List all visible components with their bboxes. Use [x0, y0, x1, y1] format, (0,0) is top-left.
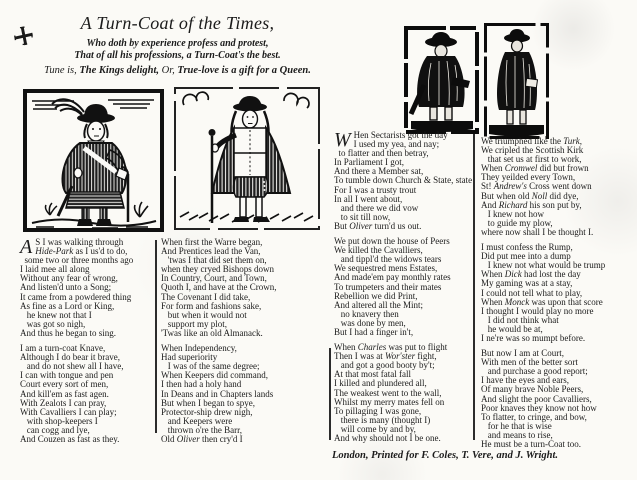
- verse-line: But when old Noll did dye,: [481, 190, 579, 201]
- verse-line: For I was a trusty trout: [334, 184, 417, 195]
- verse-line: 'Twas like an old Almanack.: [161, 327, 263, 338]
- verse-line: some two or three months ago: [20, 255, 134, 266]
- stanza: [481, 349, 636, 449]
- verse-line: When Independency,: [161, 343, 237, 354]
- verse-line: and do not shew all I have,: [20, 361, 124, 372]
- verse-line: Without any fear of wrong,: [20, 273, 118, 284]
- verse-line: When first the Warre began,: [161, 237, 263, 247]
- verse-line: was done by men,: [334, 317, 406, 328]
- verse-line: And kill'em as fast agen.: [20, 388, 109, 399]
- verse-line: In Country, Court, and Town,: [161, 273, 267, 284]
- verse-line: And why should not I be one.: [334, 433, 441, 443]
- stanza: [20, 238, 154, 338]
- verse-line: To pillaging I was gone,: [334, 405, 422, 416]
- verse-line: and there we did vow: [334, 202, 419, 213]
- verse-line: St! Andrew's Cross went down: [481, 181, 592, 192]
- verse-line: With Cavalliers I can play;: [20, 406, 117, 417]
- verse-line: We killed the Cavalliers,: [334, 245, 423, 256]
- verse-line: Poor knaves they know not how: [481, 402, 597, 413]
- verse-column-1: [20, 238, 154, 450]
- verse-line: I knew not what would be trump: [481, 260, 606, 271]
- verse-line: for he that is wise: [481, 420, 552, 431]
- verse-line: And listen'd unto a Song;: [20, 282, 112, 293]
- verse-line: When Charles was put to flight: [334, 342, 448, 353]
- verse-line: And there a Member sat,: [334, 166, 424, 177]
- verse-line: But I had a finger in't,: [334, 326, 414, 337]
- verse-line: They yeilded every Town,: [481, 172, 576, 183]
- verse-line: We sequestred mens Estates,: [334, 263, 438, 274]
- verse-line: We cripled the Scottish Kirk: [481, 145, 584, 156]
- verse-line: I was of the same degree;: [161, 361, 260, 372]
- verse-line: I can with tongue and pen: [20, 370, 114, 381]
- verse-line: Old Oliver then cry'd I: [161, 433, 243, 444]
- verse-line: and tippl'd the widows tears: [334, 254, 442, 265]
- verse-line: and Keepers were: [161, 415, 233, 426]
- verse-line: I knew not how: [481, 208, 544, 219]
- drop-cap: A: [20, 236, 33, 258]
- verse-line: Then I was at Wor'ster fight,: [334, 351, 437, 362]
- verse-line: Hide-Park as I us'd to do,: [35, 246, 128, 257]
- verse-line: I did not think what: [481, 314, 559, 325]
- verse-line: to flatter and then betray,: [334, 148, 429, 159]
- subtitle-line-1: Who doth by experience profess and protest,: [86, 38, 269, 49]
- verse-line: Of many brave Noble Peers,: [481, 384, 584, 395]
- verse-line: In all I went about,: [334, 193, 403, 204]
- verse-line: Hen Sectarists got the day: [353, 130, 448, 140]
- verse-line: And Couzen as fast as they.: [20, 433, 120, 444]
- verse-line: In Parliament I got,: [334, 157, 404, 168]
- stanza: [481, 243, 636, 343]
- verse-line: When Cromwel did but frown: [481, 163, 589, 174]
- stanza: [161, 238, 327, 338]
- verse-line: And slight the poor Cavalliers,: [481, 393, 592, 404]
- verse-line: was got so nigh,: [20, 318, 86, 329]
- verse-line: With men of the better sort: [481, 357, 578, 368]
- stanza: [481, 137, 636, 237]
- verse-line: there is many (thought I): [334, 414, 431, 425]
- verse-line: Although I do bear it brave,: [20, 352, 120, 363]
- verse-line: With Zealots I can pray,: [20, 397, 107, 408]
- verse-column-3: [334, 131, 474, 449]
- verse-line: And Richard his son put by,: [481, 199, 582, 210]
- verse-line: When Dick had lost the day: [481, 269, 581, 280]
- woodcut-cloaked-man-staff: [172, 85, 322, 237]
- verse-line: We triumphed like the Turk,: [481, 136, 583, 146]
- verse-line: no knavery then: [334, 308, 399, 319]
- imprint-line: London, Printed for F. Coles, T. Vere, and J. Wright.: [332, 450, 558, 461]
- woodcut-dark-figure-sword: [403, 25, 480, 143]
- verse-line: where now shall I be thought I.: [481, 226, 594, 237]
- drop-cap: W: [334, 129, 351, 151]
- verse-line: with shop-keepers I: [20, 415, 98, 426]
- verse-line: And thus he began to sing.: [20, 327, 116, 338]
- verse-line: It came from a powdered thing: [20, 291, 132, 302]
- verse-line: he would be at,: [481, 323, 543, 334]
- page-title: A Turn-Coat of the Times,: [80, 13, 275, 33]
- verse-line: I then had a holy hand: [161, 379, 242, 390]
- verse-line: but when it would not: [161, 309, 247, 320]
- verse-line: I used my yea, and nay;: [353, 139, 440, 150]
- verse-line: will come by and by,: [334, 423, 416, 434]
- verse-line: Protector-ship drew nigh,: [161, 406, 253, 417]
- verse-line: and got a good booty by't;: [334, 360, 435, 371]
- verse-line: To trumpeters and their mates: [334, 281, 442, 292]
- verse-line: But now I am at Court,: [481, 348, 564, 359]
- verse-line: I must confess the Rump,: [481, 242, 573, 253]
- verse-line: I am a turn-coat Knave,: [20, 343, 106, 354]
- tune-song-1: The Kings delight,: [79, 65, 160, 76]
- verse-line: And Prentices lead the Van,: [161, 246, 261, 257]
- verse-line: Court every sort of men,: [20, 379, 109, 390]
- stanza: [334, 343, 474, 443]
- verse-line: In Deans and in Chapters lands: [161, 388, 274, 399]
- verse-line: Whilst my merry mates fell on: [334, 396, 445, 407]
- stanza: [334, 237, 474, 337]
- verse-line: can cogg and lye,: [20, 424, 90, 435]
- verse-line: thrown o're the Barr,: [161, 424, 242, 435]
- verse-line: I laid mee all along: [20, 264, 90, 275]
- verse-line: To flatter, to cringe, and bow,: [481, 411, 587, 422]
- verse-line: he knew not that I: [20, 309, 92, 320]
- verse-line: My gaming was at a stay,: [481, 278, 573, 289]
- verse-line: Did put mee into a dump: [481, 251, 571, 262]
- woodcut-cavalier-plumed-hat: [22, 88, 165, 238]
- verse-line: Had superiority: [161, 352, 218, 363]
- verse-line: I killed and plundered all,: [334, 378, 427, 389]
- verse-line: Quoth I, and have at the Crown,: [161, 282, 277, 293]
- stanza: [161, 344, 327, 444]
- verse-line: We put down the house of Peers: [334, 236, 450, 247]
- verse-line: I could not tell what to play,: [481, 287, 583, 298]
- verse-line: But Oliver turn'd us out.: [334, 220, 422, 231]
- verse-line: support my plot,: [161, 318, 228, 329]
- verse-line: and means to rise,: [481, 429, 553, 440]
- verse-line: The weakest went to the wall,: [334, 387, 442, 398]
- stanza: [334, 131, 474, 231]
- verse-column-4: [481, 137, 636, 455]
- verse-line: As fine as a Lord or King,: [20, 300, 115, 311]
- subtitle-line-2: That of all his professions, a Turn-Coat's the best.: [74, 50, 281, 61]
- tune-song-2: True-love is a gift for a Queen.: [177, 65, 311, 76]
- column-divider: [155, 240, 157, 433]
- verse-line: When Keepers did command,: [161, 370, 268, 381]
- verse-line: The Covenant I did take,: [161, 291, 251, 302]
- woodcut-dark-figure-paper: [483, 22, 550, 146]
- verse-line: And made'em pay monthly rates: [334, 272, 451, 283]
- verse-column-2: [161, 238, 327, 450]
- verse-line: I have the eyes and ears,: [481, 375, 569, 386]
- verse-line: and purchase a good report;: [481, 366, 588, 377]
- verse-line: He must be a turn-Coat too.: [481, 439, 581, 449]
- verse-line: Rebellion we did Print,: [334, 290, 418, 301]
- verse-line: 'twas I that did set them on,: [161, 255, 267, 266]
- verse-line: And altered all the Mint;: [334, 299, 423, 310]
- verse-line: that set us at first to work,: [481, 154, 582, 165]
- verse-line: I ne're was so mumpt before.: [481, 332, 586, 343]
- verse-line: to sit till now,: [334, 211, 391, 222]
- verse-line: S I was walking through: [35, 237, 124, 247]
- verse-line: I thought I would play no more: [481, 305, 594, 316]
- stanza: [20, 344, 154, 444]
- header: [10, 13, 345, 77]
- tune-line: Tune is, The Kings delight, Or, True-love is a gift for a Queen.: [44, 65, 311, 76]
- verse-line: to guide my plow,: [481, 217, 553, 228]
- verse-line: when they cryed Bishops down: [161, 264, 274, 275]
- column-divider: [329, 348, 331, 440]
- verse-line: To tumble down Church & State, state: [334, 175, 473, 186]
- verse-line: But when I began to spye,: [161, 397, 255, 408]
- verse-line: When Monck was upon that score: [481, 296, 603, 307]
- verse-line: At that most fatal fall: [334, 369, 411, 380]
- verse-line: For form and fashions sake,: [161, 300, 262, 311]
